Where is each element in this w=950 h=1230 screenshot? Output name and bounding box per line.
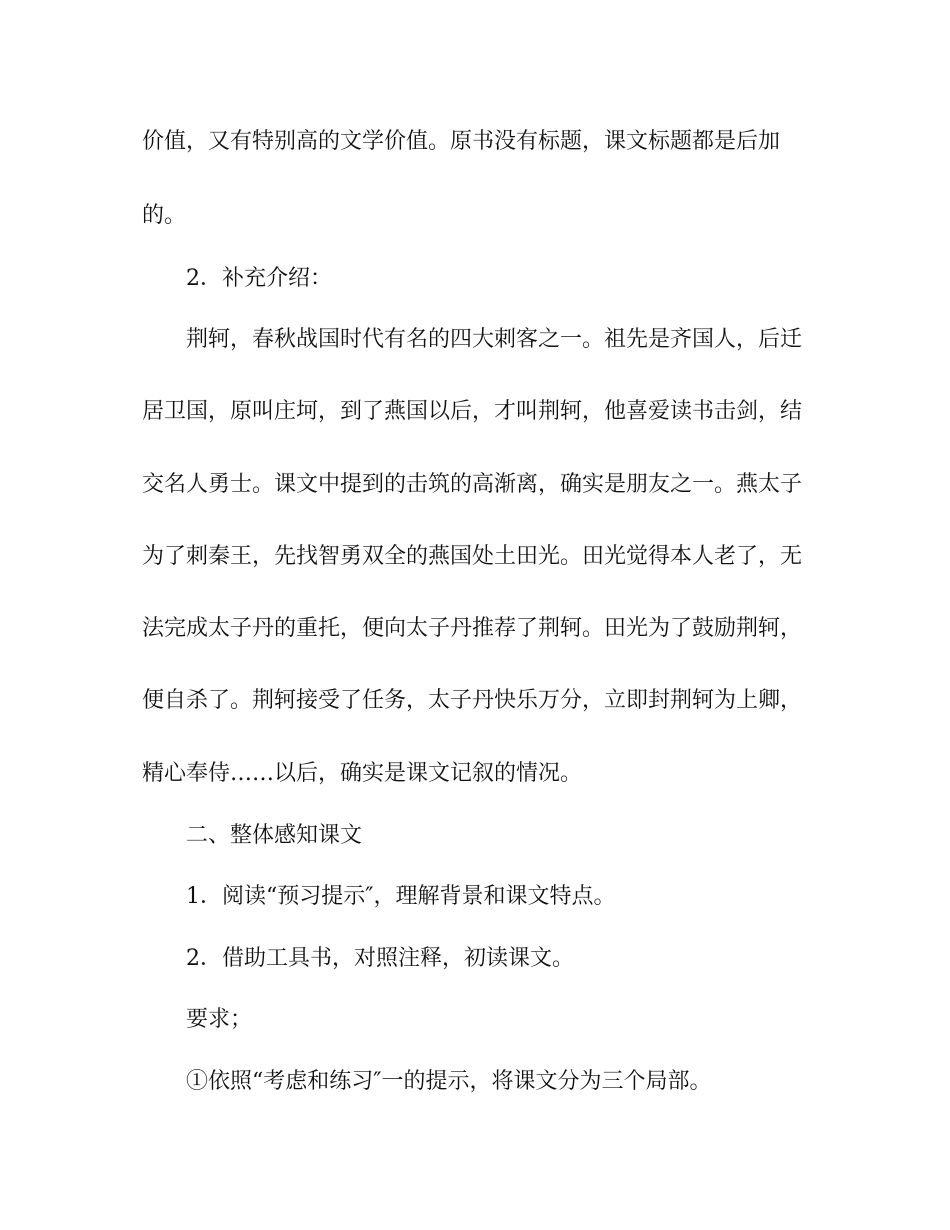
list-item: ①依照“考虑和练习″一的提示，将课文分为三个局部。: [186, 1069, 712, 1094]
text-line: 为了刺秦王，先找智勇双全的燕国处土田光。田光觉得本人老了，无: [142, 544, 803, 569]
list-item: 2．借助工具书，对照注释，初读课文。: [186, 946, 574, 971]
text-line: 法完成太子丹的重托，便向太子丹推荐了荆轲。田光为了鼓励荆轲，: [142, 616, 803, 641]
section-heading: 2．补充介绍：: [186, 266, 332, 291]
text-line: 精心奉侍……以后，确实是课文记叙的情况。: [142, 761, 583, 786]
text-line: 便自杀了。荆轲接受了任务，太子丹快乐万分，立即封荆轲为上卿，: [142, 688, 803, 713]
text-line: 交名人勇士。课文中提到的击筑的高渐离，确实是朋友之一。燕太子: [142, 472, 803, 497]
text-line: 荆轲，春秋战国时代有名的四大刺客之一。祖先是齐国人，后迁: [186, 327, 803, 352]
text-line: 的。: [142, 203, 187, 228]
text-line: 价值，又有特别高的文学价值。原书没有标题，课文标题都是后加: [142, 129, 781, 154]
text-line: 居卫国，原叫庄坷，到了燕国以后，才叫荆轲，他喜爱读书击剑，结: [142, 399, 803, 424]
text-line: 要求；: [186, 1007, 253, 1032]
section-heading: 二、整体感知课文: [186, 823, 363, 848]
list-item: 1．阅读“预习提示″，理解背景和课文特点。: [186, 884, 616, 909]
